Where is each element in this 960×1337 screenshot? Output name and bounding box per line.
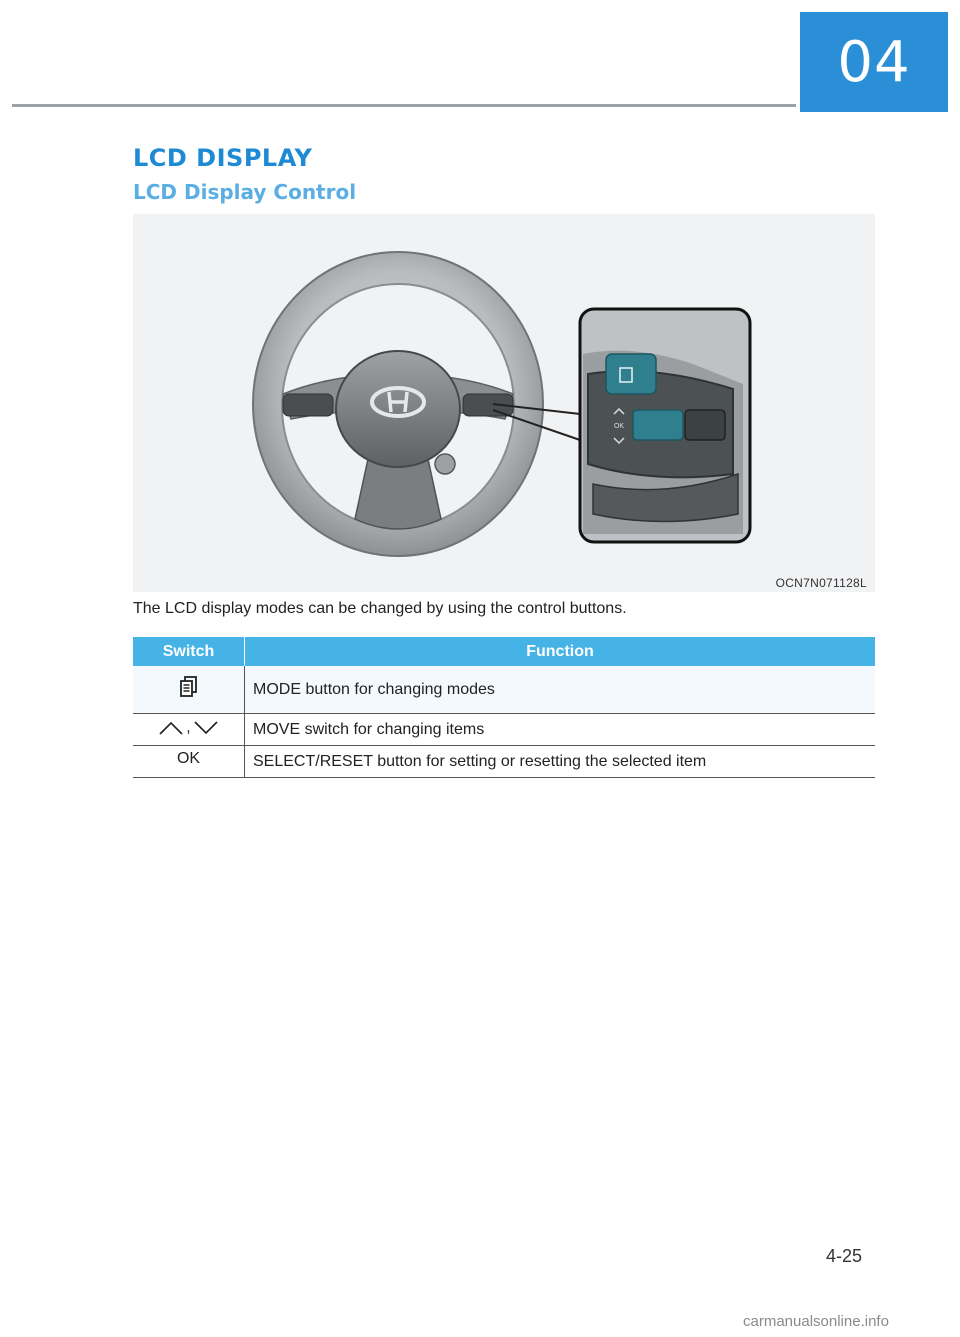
table-row	[133, 746, 875, 778]
header-function: Function	[245, 637, 876, 666]
figure-code: OCN7N071128L	[775, 576, 867, 590]
function-cell: MODE button for changing modes	[245, 666, 876, 714]
steering-wheel-illustration	[133, 214, 875, 592]
mode-button-icon	[179, 676, 199, 698]
page-number: 4-25	[826, 1246, 863, 1266]
inset-move-switch	[633, 410, 683, 440]
table-row	[133, 714, 875, 746]
header-switch: Switch	[133, 637, 245, 666]
switch-separator: ,	[186, 718, 191, 736]
switch-cell: OK	[133, 746, 245, 778]
table-row	[133, 666, 875, 714]
lower-spoke	[355, 459, 441, 529]
header-rule	[12, 104, 796, 107]
switch-function-table	[133, 637, 875, 778]
subsection-title: LCD Display Control	[133, 180, 357, 204]
footer-watermark: carmanualsonline.info	[743, 1313, 889, 1330]
function-cell: MOVE switch for changing items	[245, 714, 876, 746]
inset-ok-label: OK	[613, 423, 625, 430]
up-arrow-icon	[158, 720, 184, 736]
airbag-hub	[336, 351, 460, 467]
left-control-cluster	[283, 394, 333, 416]
intro-paragraph: The LCD display modes can be changed by using the control buttons.	[133, 600, 627, 617]
steering-wheel-drawing	[133, 214, 875, 592]
table-header-row	[133, 637, 875, 666]
chapter-tab: 04	[800, 12, 948, 112]
switch-cell	[133, 666, 245, 714]
drive-mode-knob	[435, 454, 455, 474]
down-arrow-icon	[193, 720, 219, 736]
section-title: LCD DISPLAY	[133, 144, 313, 172]
switch-cell	[133, 714, 245, 746]
function-cell: SELECT/RESET button for setting or resetting the selected item	[245, 746, 876, 778]
inset-mode-button	[606, 354, 656, 394]
